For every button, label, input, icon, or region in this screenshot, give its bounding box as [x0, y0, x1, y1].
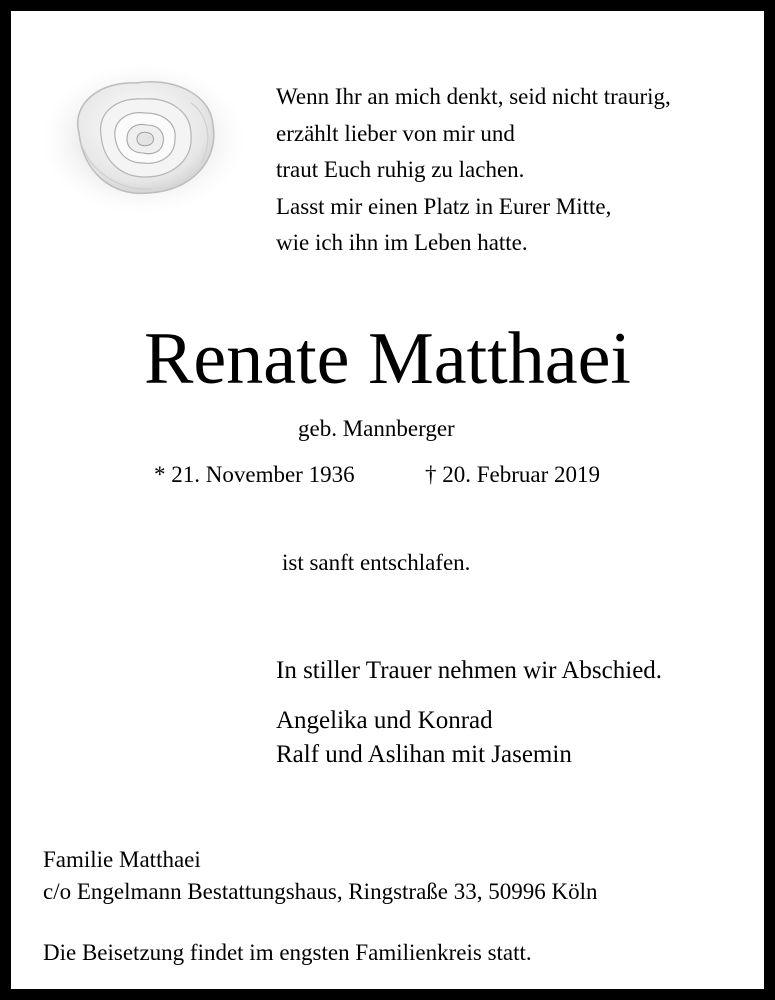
- poem-line: wie ich ihn im Leben hatte.: [276, 230, 528, 255]
- white-rose-icon: [41, 63, 246, 215]
- memorial-poem: [276, 79, 671, 262]
- death-date: † 20. Februar 2019: [425, 462, 601, 487]
- mourners-list: [276, 704, 572, 772]
- contact-address: [43, 844, 597, 908]
- birth-date: * 21. November 1936: [154, 462, 355, 487]
- poem-line: Wenn Ihr an mich denkt, seid nicht traurig,: [276, 84, 671, 109]
- deceased-name: Renate Matthaei: [144, 318, 631, 400]
- poem-line: erzählt lieber von mir und: [276, 120, 515, 146]
- mourning-statement: In stiller Trauer nehmen wir Abschied.: [276, 657, 663, 684]
- mourner-entry: Angelika und Konrad: [276, 707, 493, 734]
- family-name: Familie Matthaei: [43, 847, 201, 872]
- burial-note: Die Beisetzung findet im engsten Familienkreis statt.: [43, 940, 532, 965]
- maiden-name: geb. Mannberger: [298, 416, 455, 441]
- mourner-entry: Ralf und Aslihan mit Jasemin: [276, 741, 572, 768]
- poem-line: Lasst mir einen Platz in Eurer Mitte,: [276, 193, 612, 219]
- funeral-home-address: c/o Engelmann Bestattungshaus, Ringstraße 33, 50996 Köln: [43, 879, 598, 904]
- poem-line: traut Euch ruhig zu lachen.: [276, 157, 525, 182]
- passing-announcement: ist sanft entschlafen.: [282, 550, 471, 575]
